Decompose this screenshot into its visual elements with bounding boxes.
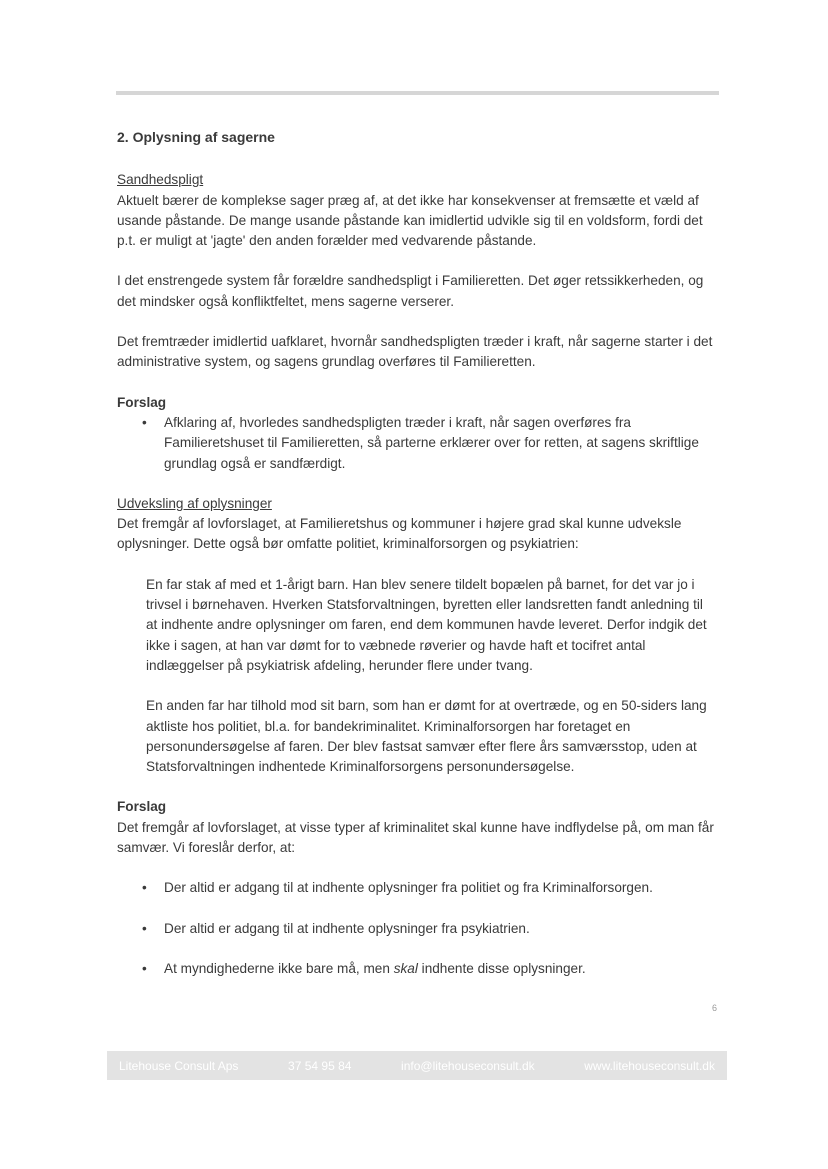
forslag-list (117, 413, 717, 474)
footer-company: Litehouse Consult Aps (119, 1058, 239, 1073)
list-item (117, 413, 717, 474)
text-run: At myndighederne ikke bare må, men (164, 960, 394, 976)
forslag-label: Forslag (117, 394, 167, 410)
list-item (117, 919, 717, 939)
list-item-text: Afklaring af, hvorledes sandhedspligten træder i kraft, når sagen overføres fra Familieretshuset til Familieretten, så parterne erklærer over for retten, at sagens skriftlige grundlag også er sandfærdigt. (164, 414, 699, 471)
footer-phone: 37 54 95 84 (288, 1058, 352, 1073)
emphasis: skal (393, 960, 418, 976)
header-rule (116, 91, 719, 95)
paragraph: Det fremgår af lovforslaget, at Familieretshus og kommuner i højere grad skal kunne udveksle oplysninger. Dette også bør omfatte politiet, kriminalforsorgen og psykiatrien: (117, 516, 682, 552)
section-title: 2. Oplysning af sagerne (117, 129, 275, 145)
footer (107, 1051, 727, 1080)
paragraph: Det fremtræder imidlertid uafklaret, hvornår sandhedspligten træder i kraft, når sagerne starter i det administrative system, og sagens grundlag overføres til Familieretten. (117, 334, 713, 370)
page-number: 6 (712, 1003, 718, 1013)
footer-website: www.litehouseconsult.dk (584, 1058, 715, 1073)
subheading-udveksling: Udveksling af oplysninger (117, 495, 272, 511)
paragraph: I det enstrengede system får forældre sandhedspligt i Familieretten. Det øger retssikkerheden, og det mindsker også konfliktfeltet, mens sagerne verserer. (117, 273, 704, 309)
list-item (117, 959, 717, 979)
bullet-icon: • (142, 960, 147, 976)
text-run: indhente disse oplysninger. (417, 960, 586, 976)
bullet-icon: • (142, 414, 147, 430)
paragraph: Aktuelt bærer de komplekse sager præg af, at det ikke har konsekvenser at fremsætte et væld af usande påstande. De mange usande påstande kan imidlertid udvikle sig til en voldsform, fordi det p.t. er muligt at 'jagte' den anden forælder med vedvarende påstande. (117, 192, 703, 249)
list-item-text: Der altid er adgang til at indhente oplysninger fra politiet og fra Kriminalforsorgen. (164, 880, 653, 896)
list-item-text: Der altid er adgang til at indhente oplysninger fra psykiatrien. (164, 920, 530, 936)
bullet-icon: • (142, 880, 147, 896)
case-example: En far stak af med et 1-årigt barn. Han blev senere tildelt bopælen på barnet, for det var jo i trivsel i børnehaven. Hverken Statsforvaltningen, byretten eller landsretten fandt anledning til at indhente andre oplysninger om faren, end dem kommunen havde leveret. Derfor indgik det ikke i sagen, at han var dømt for to væbnede røverier og havde haft et tocifret antal indlæggelser på psykiatrisk afdeling, herunder flere under tvang. (146, 576, 707, 673)
forslag-list (117, 878, 717, 979)
bullet-icon: • (142, 920, 147, 936)
subheading-sandhedspligt: Sandhedspligt (117, 172, 204, 188)
forslag-label: Forslag (117, 799, 167, 815)
paragraph: Det fremgår af lovforslaget, at visse typer af kriminalitet skal kunne have indflydelse på, om man får samvær. Vi foreslår derfor, at: (117, 819, 714, 856)
case-example: En anden far har tilhold mod sit barn, som han er dømt for at overtræde, og en 50-siders lang aktliste hos politiet, bl.a. for bandekriminalitet. Kriminalforsorgen har foretaget en personundersøgelse af faren. Der blev fastsat samvær efter flere års samværsstop, uden at Statsforvaltningen indhentede Kriminalforsorgens personundersøgelse. (146, 698, 707, 775)
list-item (117, 878, 717, 898)
list-item-text (164, 961, 586, 976)
footer-email: info@litehouseconsult.dk (401, 1058, 535, 1073)
document-body (117, 127, 717, 999)
